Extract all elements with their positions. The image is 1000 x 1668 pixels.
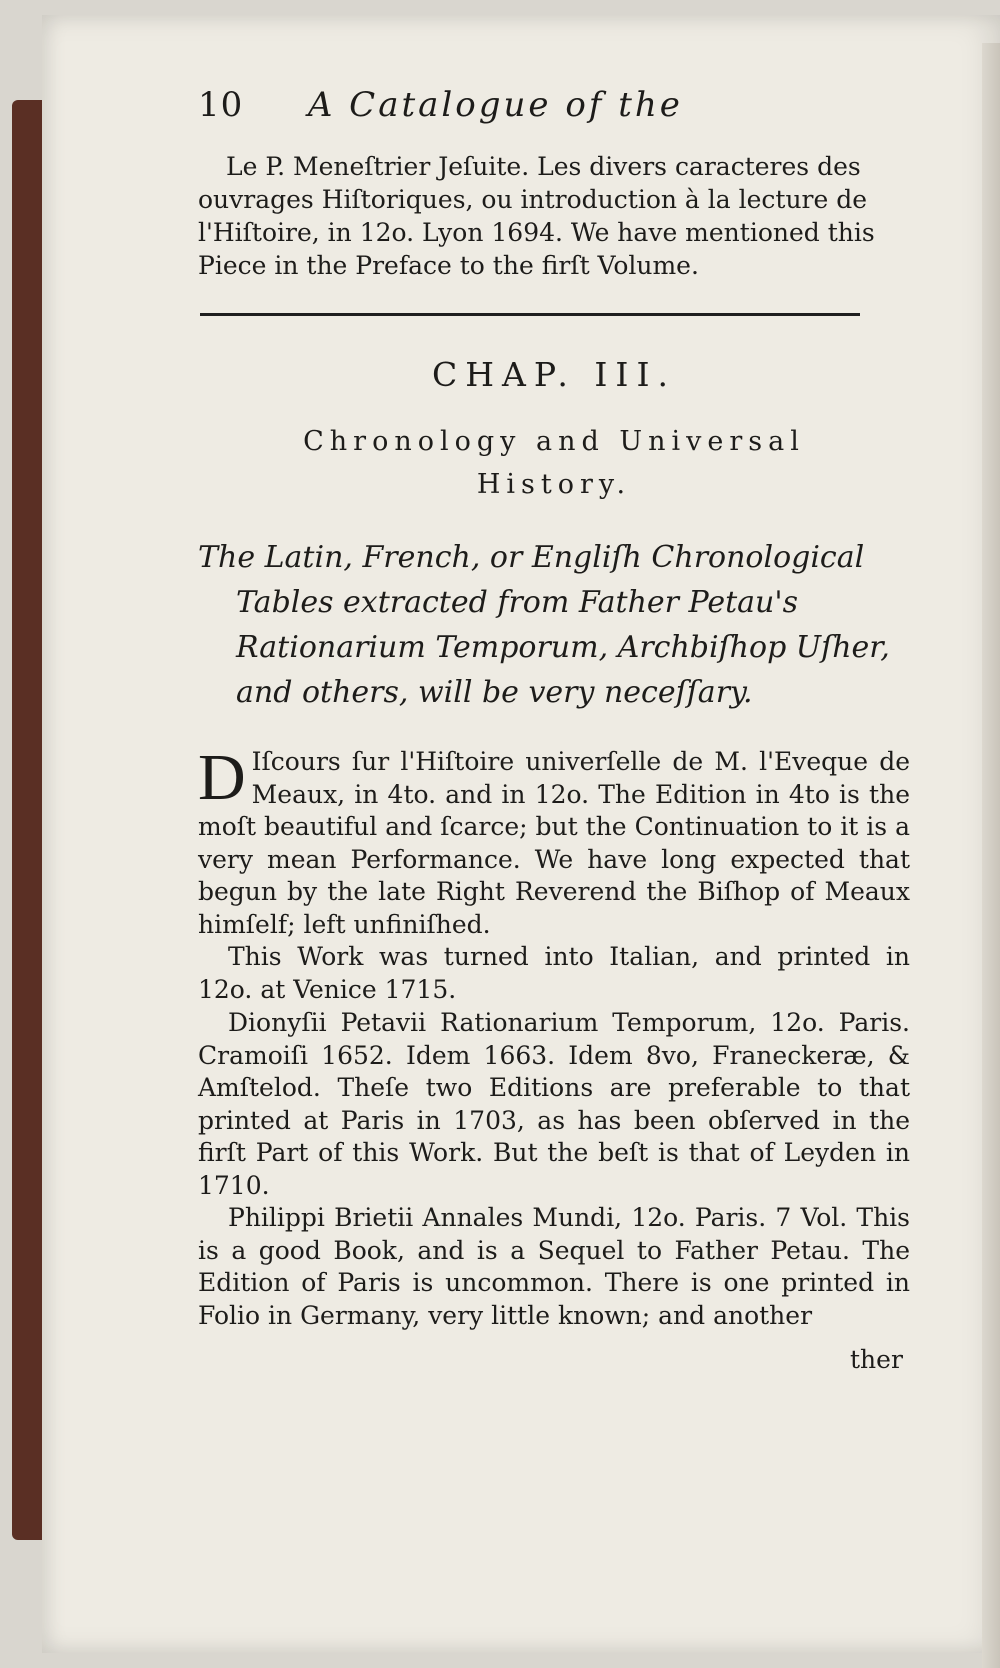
catalogue-entry-menestrier: Le P. Meneſtrier Jeſuite. Les divers caracteres des ouvrages Hiſtoriques, ou introduction à la lecture de l'Hiſtoire, in 12o. Lyon 1694. We have mentioned this Piece in the Preface to the firſt Volume.: [198, 152, 875, 280]
running-title: A Catalogue of the: [307, 85, 683, 125]
chapter-number: CHAP. III.: [432, 355, 676, 394]
drop-cap: D: [198, 741, 246, 814]
chapter-headnote: The Latin, French, or Engliſh Chronological Tables extracted from Father Petau's Rationarium Temporum, Archbiſhop Uſher, and others, will be very neceſſary.: [198, 540, 890, 710]
page-number: 10: [198, 85, 244, 125]
page-header: [198, 85, 910, 125]
chapter-title-line2: History.: [476, 469, 632, 500]
chapter-title: [198, 420, 910, 506]
section-divider: [200, 313, 860, 316]
catchword: ther: [850, 1345, 903, 1374]
paragraph-discours: [198, 741, 910, 941]
paragraph-italian-translation: This Work was turned into Italian, and printed in 12o. at Venice 1715.: [198, 942, 910, 1004]
paragraph-brietii: Philippi Brietii Annales Mundi, 12o. Paris. 7 Vol. This is a good Book, and is a Sequel to Father Petau. The Edition of Paris is uncommon. There is one printed in Folio in Germany, very little known; and another: [198, 1203, 910, 1330]
paragraph-discours-text: Iſcours ſur l'Hiſtoire univerſelle de M. l'Eveque de Meaux, in 4to. and in 12o. The Edition in 4to is the moſt beautiful and ſcarce; but the Continuation to it is a very mean Performance. We have long expected that begun by the late Right Reverend the Biſhop of Meaux himſelf; left unfiniſhed.: [198, 747, 910, 939]
paragraph-petavii: Dionyſii Petavii Rationarium Temporum, 12o. Paris. Cramoiſi 1652. Idem 1663. Idem 8vo, Franeckeræ, & Amſtelod. Theſe two Editions are preferable to that printed at Paris in 1703, as has been obſerved in the firſt Part of this Work. But the beſt is that of Leyden in 1710.: [198, 1008, 910, 1200]
chapter-title-line1: Chronology and Universal: [303, 426, 805, 457]
page-edge: [982, 43, 1000, 1668]
